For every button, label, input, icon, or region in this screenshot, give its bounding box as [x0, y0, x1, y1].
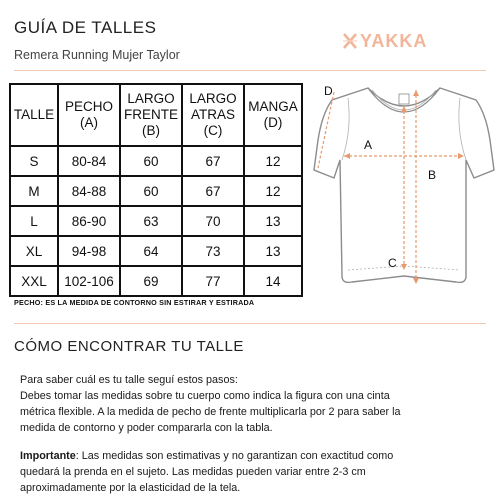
cell-manga: 13 — [244, 236, 302, 266]
header-pecho: PECHO (A) — [58, 84, 120, 146]
cell-largo-frente: 63 — [120, 206, 182, 236]
table-row — [10, 266, 302, 296]
cell-pecho: 86-90 — [58, 206, 120, 236]
cell-manga: 13 — [244, 206, 302, 236]
cell-largo-atras: 67 — [182, 146, 244, 176]
cell-largo-atras: 77 — [182, 266, 244, 296]
cell-size: XXL — [10, 266, 58, 296]
header-largo-atras: LARGO ATRAS (C) — [182, 84, 244, 146]
cell-largo-atras: 70 — [182, 206, 244, 236]
cell-pecho: 84-88 — [58, 176, 120, 206]
header-largo-frente: LARGO FRENTE (B) — [120, 84, 182, 146]
cell-size: S — [10, 146, 58, 176]
table-header-row — [10, 84, 302, 146]
important-line: aproximadamente por la elasticidad de la tela. — [20, 482, 241, 494]
cell-pecho: 102-106 — [58, 266, 120, 296]
cell-manga: 12 — [244, 176, 302, 206]
cell-size: M — [10, 176, 58, 206]
table-row — [10, 176, 302, 206]
page-title: GUÍA DE TALLES — [14, 18, 157, 37]
section-divider — [14, 323, 486, 324]
cell-largo-atras: 73 — [182, 236, 244, 266]
cell-largo-atras: 67 — [182, 176, 244, 206]
cell-pecho: 94-98 — [58, 236, 120, 266]
cell-largo-frente: 60 — [120, 176, 182, 206]
tshirt-diagram — [308, 70, 500, 300]
brand-mark-icon — [342, 32, 358, 50]
cell-size: L — [10, 206, 58, 236]
important-text: : Las medidas son estimativas y no garantizan con exactitud como — [75, 450, 394, 462]
cell-largo-frente: 69 — [120, 266, 182, 296]
instruction-line: medida de contorno y poder compararla con la tabla. — [20, 422, 273, 434]
instruction-line: métrica flexible. A la medida de pecho de frente multiplicarla por 2 para saber la — [20, 406, 401, 418]
table-row — [10, 236, 302, 266]
label-d: D — [324, 84, 333, 98]
cell-size: XL — [10, 236, 58, 266]
instructions-paragraph — [20, 372, 475, 436]
cell-largo-frente: 60 — [120, 146, 182, 176]
label-b: B — [428, 168, 437, 182]
brand-wordmark: YAKKA — [360, 31, 428, 51]
label-c: C — [388, 256, 397, 270]
table-row — [10, 206, 302, 236]
size-table — [9, 83, 303, 297]
important-line: quedará la prenda en el sujeto. Las medidas pueden variar entre 2-3 cm — [20, 466, 366, 478]
cell-largo-frente: 64 — [120, 236, 182, 266]
section-title: CÓMO ENCONTRAR TU TALLE — [14, 338, 244, 355]
header-talle: TALLE — [10, 84, 58, 146]
table-row — [10, 146, 302, 176]
important-line — [20, 448, 480, 464]
product-subtitle: Remera Running Mujer Taylor — [14, 48, 180, 62]
cell-pecho: 80-84 — [58, 146, 120, 176]
instruction-line: Para saber cuál es tu talle seguí estos pasos: — [20, 374, 238, 386]
tshirt-outline — [308, 70, 500, 300]
cell-manga: 12 — [244, 146, 302, 176]
important-label: Importante — [20, 450, 76, 462]
brand-logo — [342, 30, 462, 52]
label-a: A — [364, 138, 373, 152]
cell-manga: 14 — [244, 266, 302, 296]
table-footnote: PECHO: ES LA MEDIDA DE CONTORNO SIN ESTIRAR Y ESTIRADA — [14, 298, 255, 307]
instruction-line: Debes tomar las medidas sobre tu cuerpo como indica la figura con una cinta — [20, 390, 390, 402]
header-manga: MANGA (D) — [244, 84, 302, 146]
important-note — [20, 448, 480, 496]
